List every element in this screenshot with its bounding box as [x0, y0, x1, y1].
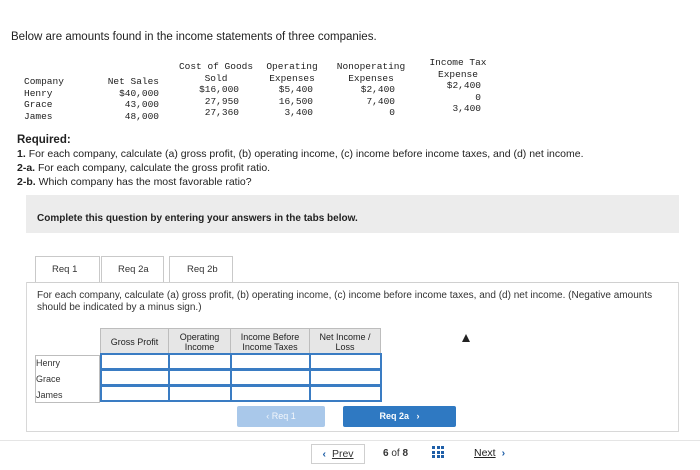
input-henry-gross-profit[interactable] — [100, 353, 170, 370]
chevron-left-icon: ‹ — [266, 411, 270, 421]
footer-next-label: Next — [474, 447, 496, 459]
col-nonop — [333, 61, 409, 119]
chevron-right-icon: › — [501, 447, 506, 459]
header-tax-line1: Income Tax — [429, 57, 487, 68]
company-name: James — [24, 110, 53, 122]
input-grace-income-before-taxes[interactable] — [230, 369, 311, 386]
header-gross-profit — [100, 328, 169, 355]
tab-req-2a[interactable]: Req 2a — [101, 256, 164, 282]
opex-value: 3,400 — [284, 107, 313, 118]
chevron-left-icon: ‹ — [322, 448, 326, 460]
row-label-grace: Grace — [36, 374, 61, 384]
header-income-before-taxes-line2: Income Taxes — [242, 341, 298, 352]
required-item-2a-text: For each company, calculate the gross profit ratio. — [38, 162, 271, 174]
input-grace-net-income[interactable] — [309, 369, 382, 386]
header-gross-profit-label: Gross Profit — [110, 336, 159, 347]
prev-req-button[interactable] — [237, 406, 325, 427]
tax-value: 3,400 — [452, 103, 481, 114]
col-net-sales — [100, 76, 159, 122]
header-income-before-taxes — [230, 328, 310, 355]
input-grace-operating-income[interactable] — [168, 369, 232, 386]
next-req-button[interactable] — [343, 406, 456, 427]
next-req-label: Req 2a — [379, 411, 409, 421]
header-net-income-loss-line2: Loss — [335, 341, 355, 352]
input-henry-income-before-taxes[interactable] — [230, 353, 311, 370]
nonop-value: 0 — [389, 107, 395, 118]
tax-value: $2,400 — [446, 80, 481, 91]
required-item-2b-number: 2-b. — [17, 176, 36, 188]
page-total: 8 — [402, 448, 409, 459]
required-item-1-text: For each company, calculate (a) gross profit, (b) operating income, (c) income before income taxes, and (d) net income. — [28, 148, 584, 160]
page-indicator — [383, 448, 408, 459]
input-james-net-income[interactable] — [309, 385, 382, 402]
header-company: Company — [24, 76, 64, 87]
input-henry-net-income[interactable] — [309, 353, 382, 370]
opex-value: $5,400 — [278, 84, 313, 95]
required-item-2b-text: Which company has the most favorable ratio? — [38, 176, 252, 188]
page-of: of — [391, 448, 400, 459]
mouse-cursor-icon — [462, 334, 470, 342]
intro-text: Below are amounts found in the income statements of three companies. — [11, 31, 377, 43]
header-nonop-line1: Nonoperating — [336, 61, 406, 72]
cogs-value: $16,000 — [199, 84, 239, 95]
nonop-value: 7,400 — [366, 95, 395, 107]
company-name: Grace — [24, 99, 53, 110]
nonop-value: $2,400 — [360, 84, 395, 95]
header-net-income-loss — [309, 328, 381, 355]
required-item-2a-number: 2-a. — [17, 162, 36, 174]
col-tax — [425, 57, 491, 115]
header-operating-income-line1: Operating — [179, 331, 220, 342]
tab-instruction: For each company, calculate (a) gross profit, (b) operating income, (c) income before income taxes, and (d) net income. (Negative amounts should be indicated by a minus sign.) — [37, 290, 653, 313]
header-operating-income-line2: Income — [184, 341, 215, 352]
required-item-1-number: 1. — [17, 148, 26, 160]
col-cogs — [176, 61, 256, 119]
footer-divider — [0, 440, 700, 441]
footer-prev-button[interactable] — [311, 444, 365, 464]
required-item-2b — [17, 176, 252, 188]
input-grace-gross-profit[interactable] — [100, 369, 170, 386]
col-company — [24, 76, 84, 122]
header-opex-line2: Expenses — [269, 72, 315, 84]
chevron-right-icon: › — [411, 411, 420, 421]
net-sales-value: 43,000 — [124, 99, 159, 110]
page-current: 6 — [383, 448, 389, 459]
tab-req-1[interactable]: Req 1 — [35, 256, 100, 282]
opex-value: 16,500 — [278, 95, 313, 107]
header-opex-line1: Operating — [266, 61, 318, 72]
required-title: Required: — [17, 134, 71, 146]
header-cogs-line1: Cost of Goods — [178, 61, 254, 72]
header-income-before-taxes-line1: Income Before — [240, 331, 300, 342]
input-james-gross-profit[interactable] — [100, 385, 170, 402]
input-james-income-before-taxes[interactable] — [230, 385, 311, 402]
required-item-1 — [17, 148, 584, 160]
required-item-2a — [17, 162, 270, 174]
net-sales-value: $40,000 — [119, 87, 159, 99]
header-operating-income — [168, 328, 231, 355]
tab-req-2b[interactable]: Req 2b — [169, 256, 233, 282]
cogs-value: 27,950 — [204, 95, 239, 107]
input-james-operating-income[interactable] — [168, 385, 232, 402]
header-nonop-line2: Expenses — [348, 72, 394, 84]
header-net-sales: Net Sales — [107, 76, 159, 87]
row-label-henry: Henry — [36, 358, 61, 368]
header-tax-line2: Expense — [438, 68, 478, 80]
row-label-james: James — [36, 390, 63, 400]
tax-value: 0 — [475, 91, 481, 103]
question-grid-icon[interactable] — [432, 446, 444, 458]
header-net-income-loss-line1: Net Income / — [319, 331, 371, 342]
prev-req-label: Req 1 — [271, 411, 296, 421]
col-opex — [262, 61, 322, 119]
input-henry-operating-income[interactable] — [168, 353, 232, 370]
instruction-panel-text: Complete this question by entering your answers in the tabs below. — [37, 213, 358, 224]
cogs-value: 27,360 — [204, 107, 239, 118]
header-cogs-line2: Sold — [204, 72, 228, 84]
company-name: Henry — [24, 87, 53, 99]
footer-next-button[interactable] — [474, 447, 505, 459]
footer-prev-label: Prev — [331, 448, 354, 460]
net-sales-value: 48,000 — [124, 110, 159, 122]
